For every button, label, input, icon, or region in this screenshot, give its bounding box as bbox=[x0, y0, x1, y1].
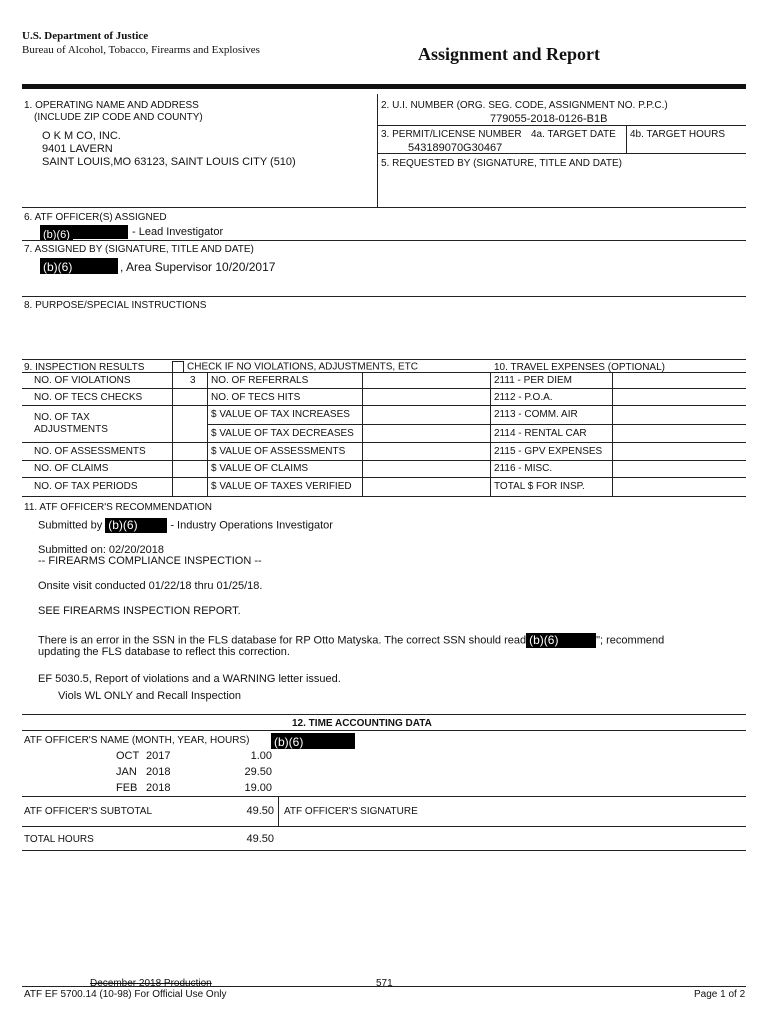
s1-label: 1. OPERATING NAME AND ADDRESS bbox=[24, 100, 199, 111]
time-row-hours: 19.00 bbox=[244, 782, 272, 794]
viols-note: Viols WL ONLY and Recall Inspection bbox=[58, 690, 242, 702]
subtotal-value: 49.50 bbox=[246, 805, 274, 817]
ui-number: 779055-2018-0126-B1B bbox=[490, 113, 608, 125]
time-row-year: 2018 bbox=[146, 782, 171, 794]
violations-label: NO. OF VIOLATIONS bbox=[34, 375, 131, 386]
travel-item: 2114 - RENTAL CAR bbox=[494, 428, 587, 439]
referrals-label: NO. OF REFERRALS bbox=[211, 375, 309, 386]
time-row-hours: 29.50 bbox=[244, 766, 272, 778]
time-row-hours: 1.00 bbox=[250, 750, 272, 762]
time-row-month: FEB bbox=[116, 782, 138, 794]
travel-item: 2113 - COMM. AIR bbox=[494, 409, 578, 420]
travel-item: 2111 - PER DIEM bbox=[494, 375, 572, 386]
onsite-visit: Onsite visit conducted 01/22/18 thru 01/25/18. bbox=[38, 580, 263, 592]
tecs-hits-label: NO. OF TECS HITS bbox=[211, 392, 301, 403]
s9-label: 9. INSPECTION RESULTS bbox=[24, 362, 145, 373]
value-claims-label: $ VALUE OF CLAIMS bbox=[211, 463, 309, 474]
s12-redaction: (b)(6) bbox=[271, 733, 355, 749]
time-row-month: JAN bbox=[116, 766, 137, 778]
s1-sublabel: (INCLUDE ZIP CODE AND COUNTY) bbox=[34, 112, 203, 123]
s3-label: 3. PERMIT/LICENSE NUMBER bbox=[381, 129, 522, 140]
travel-item: 2116 - MISC. bbox=[494, 463, 553, 474]
s7-redaction: (b)(6) bbox=[40, 258, 118, 274]
s11-redaction: (b)(6) bbox=[105, 518, 167, 533]
department-name: U.S. Department of Justice bbox=[22, 30, 149, 42]
s4b-label: 4b. TARGET HOURS bbox=[630, 129, 726, 140]
production-stamp: December 2018 Production bbox=[90, 978, 212, 989]
form-number: ATF EF 5700.14 (10-98) For Official Use Only bbox=[24, 989, 227, 1000]
travel-item: 2115 - GPV EXPENSES bbox=[494, 446, 603, 457]
s8-label: 8. PURPOSE/SPECIAL INSTRUCTIONS bbox=[24, 300, 207, 311]
taxes-verified-label: $ VALUE OF TAXES VERIFIED bbox=[211, 481, 352, 492]
violations-value: 3 bbox=[190, 375, 196, 386]
claims-label: NO. OF CLAIMS bbox=[34, 463, 109, 474]
travel-item: 2112 - P.O.A. bbox=[494, 392, 553, 403]
time-row-year: 2017 bbox=[146, 750, 171, 762]
see-report: SEE FIREARMS INSPECTION REPORT. bbox=[38, 605, 241, 617]
s4a-label: 4a. TARGET DATE bbox=[531, 129, 616, 140]
header-rule bbox=[22, 84, 746, 89]
s5-label: 5. REQUESTED BY (SIGNATURE, TITLE AND DATE) bbox=[381, 158, 622, 169]
s7-label: 7. ASSIGNED BY (SIGNATURE, TITLE AND DATE) bbox=[24, 244, 254, 255]
tax-adjustments-label-1: NO. OF TAX bbox=[34, 412, 90, 423]
assessments-label: NO. OF ASSESSMENTS bbox=[34, 446, 146, 457]
s2-label: 2. U.I. NUMBER (ORG. SEG. CODE, ASSIGNMENT NO. P.P.C.) bbox=[381, 100, 668, 111]
lead-investigator-role: - Lead Investigator bbox=[132, 226, 224, 238]
s11-label: 11. ATF OFFICER'S RECOMMENDATION bbox=[24, 502, 213, 513]
officer-name-label: ATF OFFICER'S NAME (MONTH, YEAR, HOURS) bbox=[24, 735, 250, 746]
ssn-error-note-2: updating the FLS database to reflect this correction. bbox=[38, 646, 290, 658]
officer-signature-label: ATF OFFICER'S SIGNATURE bbox=[284, 806, 418, 817]
page-indicator: Page 1 of 2 bbox=[694, 989, 746, 1000]
tecs-checks-label: NO. OF TECS CHECKS bbox=[34, 392, 143, 403]
tax-adjustments-label-2: ADJUSTMENTS bbox=[34, 424, 108, 435]
assigned-by-text: , Area Supervisor 10/20/2017 bbox=[120, 260, 276, 274]
value-assessments-label: $ VALUE OF ASSESSMENTS bbox=[211, 446, 346, 457]
operator-name: O K M CO, INC. bbox=[42, 130, 121, 142]
time-row-year: 2018 bbox=[146, 766, 171, 778]
time-row-month: OCT bbox=[116, 750, 140, 762]
no-violations-check[interactable]: CHECK IF NO VIOLATIONS, ADJUSTMENTS, ETC bbox=[172, 361, 418, 373]
ef-report: EF 5030.5, Report of violations and a WARNING letter issued. bbox=[38, 673, 341, 685]
form-title: Assignment and Report bbox=[418, 44, 601, 64]
s10-label: 10. TRAVEL EXPENSES (OPTIONAL) bbox=[494, 362, 665, 373]
total-hours-value: 49.50 bbox=[246, 833, 274, 845]
license-number: 543189070G30467 bbox=[408, 142, 503, 154]
tax-decreases-label: $ VALUE OF TAX DECREASES bbox=[211, 428, 354, 439]
ssn-error-note: There is an error in the SSN in the FLS database for RP Otto Matyska. The correct SSN should read (b)(6) "; recommend bbox=[38, 633, 665, 647]
submitted-on: Submitted on: 02/20/2018 bbox=[38, 544, 164, 556]
production-page-number: 571 bbox=[376, 978, 393, 989]
s6-redaction: (b)(6) bbox=[40, 225, 128, 239]
tax-periods-label: NO. OF TAX PERIODS bbox=[34, 481, 138, 492]
s12-label: 12. TIME ACCOUNTING DATA bbox=[292, 718, 432, 729]
ssn-redaction: (b)(6) bbox=[526, 633, 596, 648]
s6-label: 6. ATF OFFICER(S) ASSIGNED bbox=[24, 212, 167, 223]
inspection-heading: -- FIREARMS COMPLIANCE INSPECTION -- bbox=[38, 555, 262, 567]
operator-street: 9401 LAVERN bbox=[42, 143, 113, 155]
total-hours-label: TOTAL HOURS bbox=[24, 834, 94, 845]
subtotal-label: ATF OFFICER'S SUBTOTAL bbox=[24, 806, 153, 817]
travel-total-label: TOTAL $ FOR INSP. bbox=[494, 481, 585, 492]
tax-increases-label: $ VALUE OF TAX INCREASES bbox=[211, 409, 350, 420]
bureau-name: Bureau of Alcohol, Tobacco, Firearms and Explosives bbox=[22, 44, 260, 56]
recommendation-submitted: Submitted by (b)(6) - Industry Operations Investigator bbox=[38, 518, 333, 532]
operator-city: SAINT LOUIS,MO 63123, SAINT LOUIS CITY (510) bbox=[42, 156, 296, 168]
